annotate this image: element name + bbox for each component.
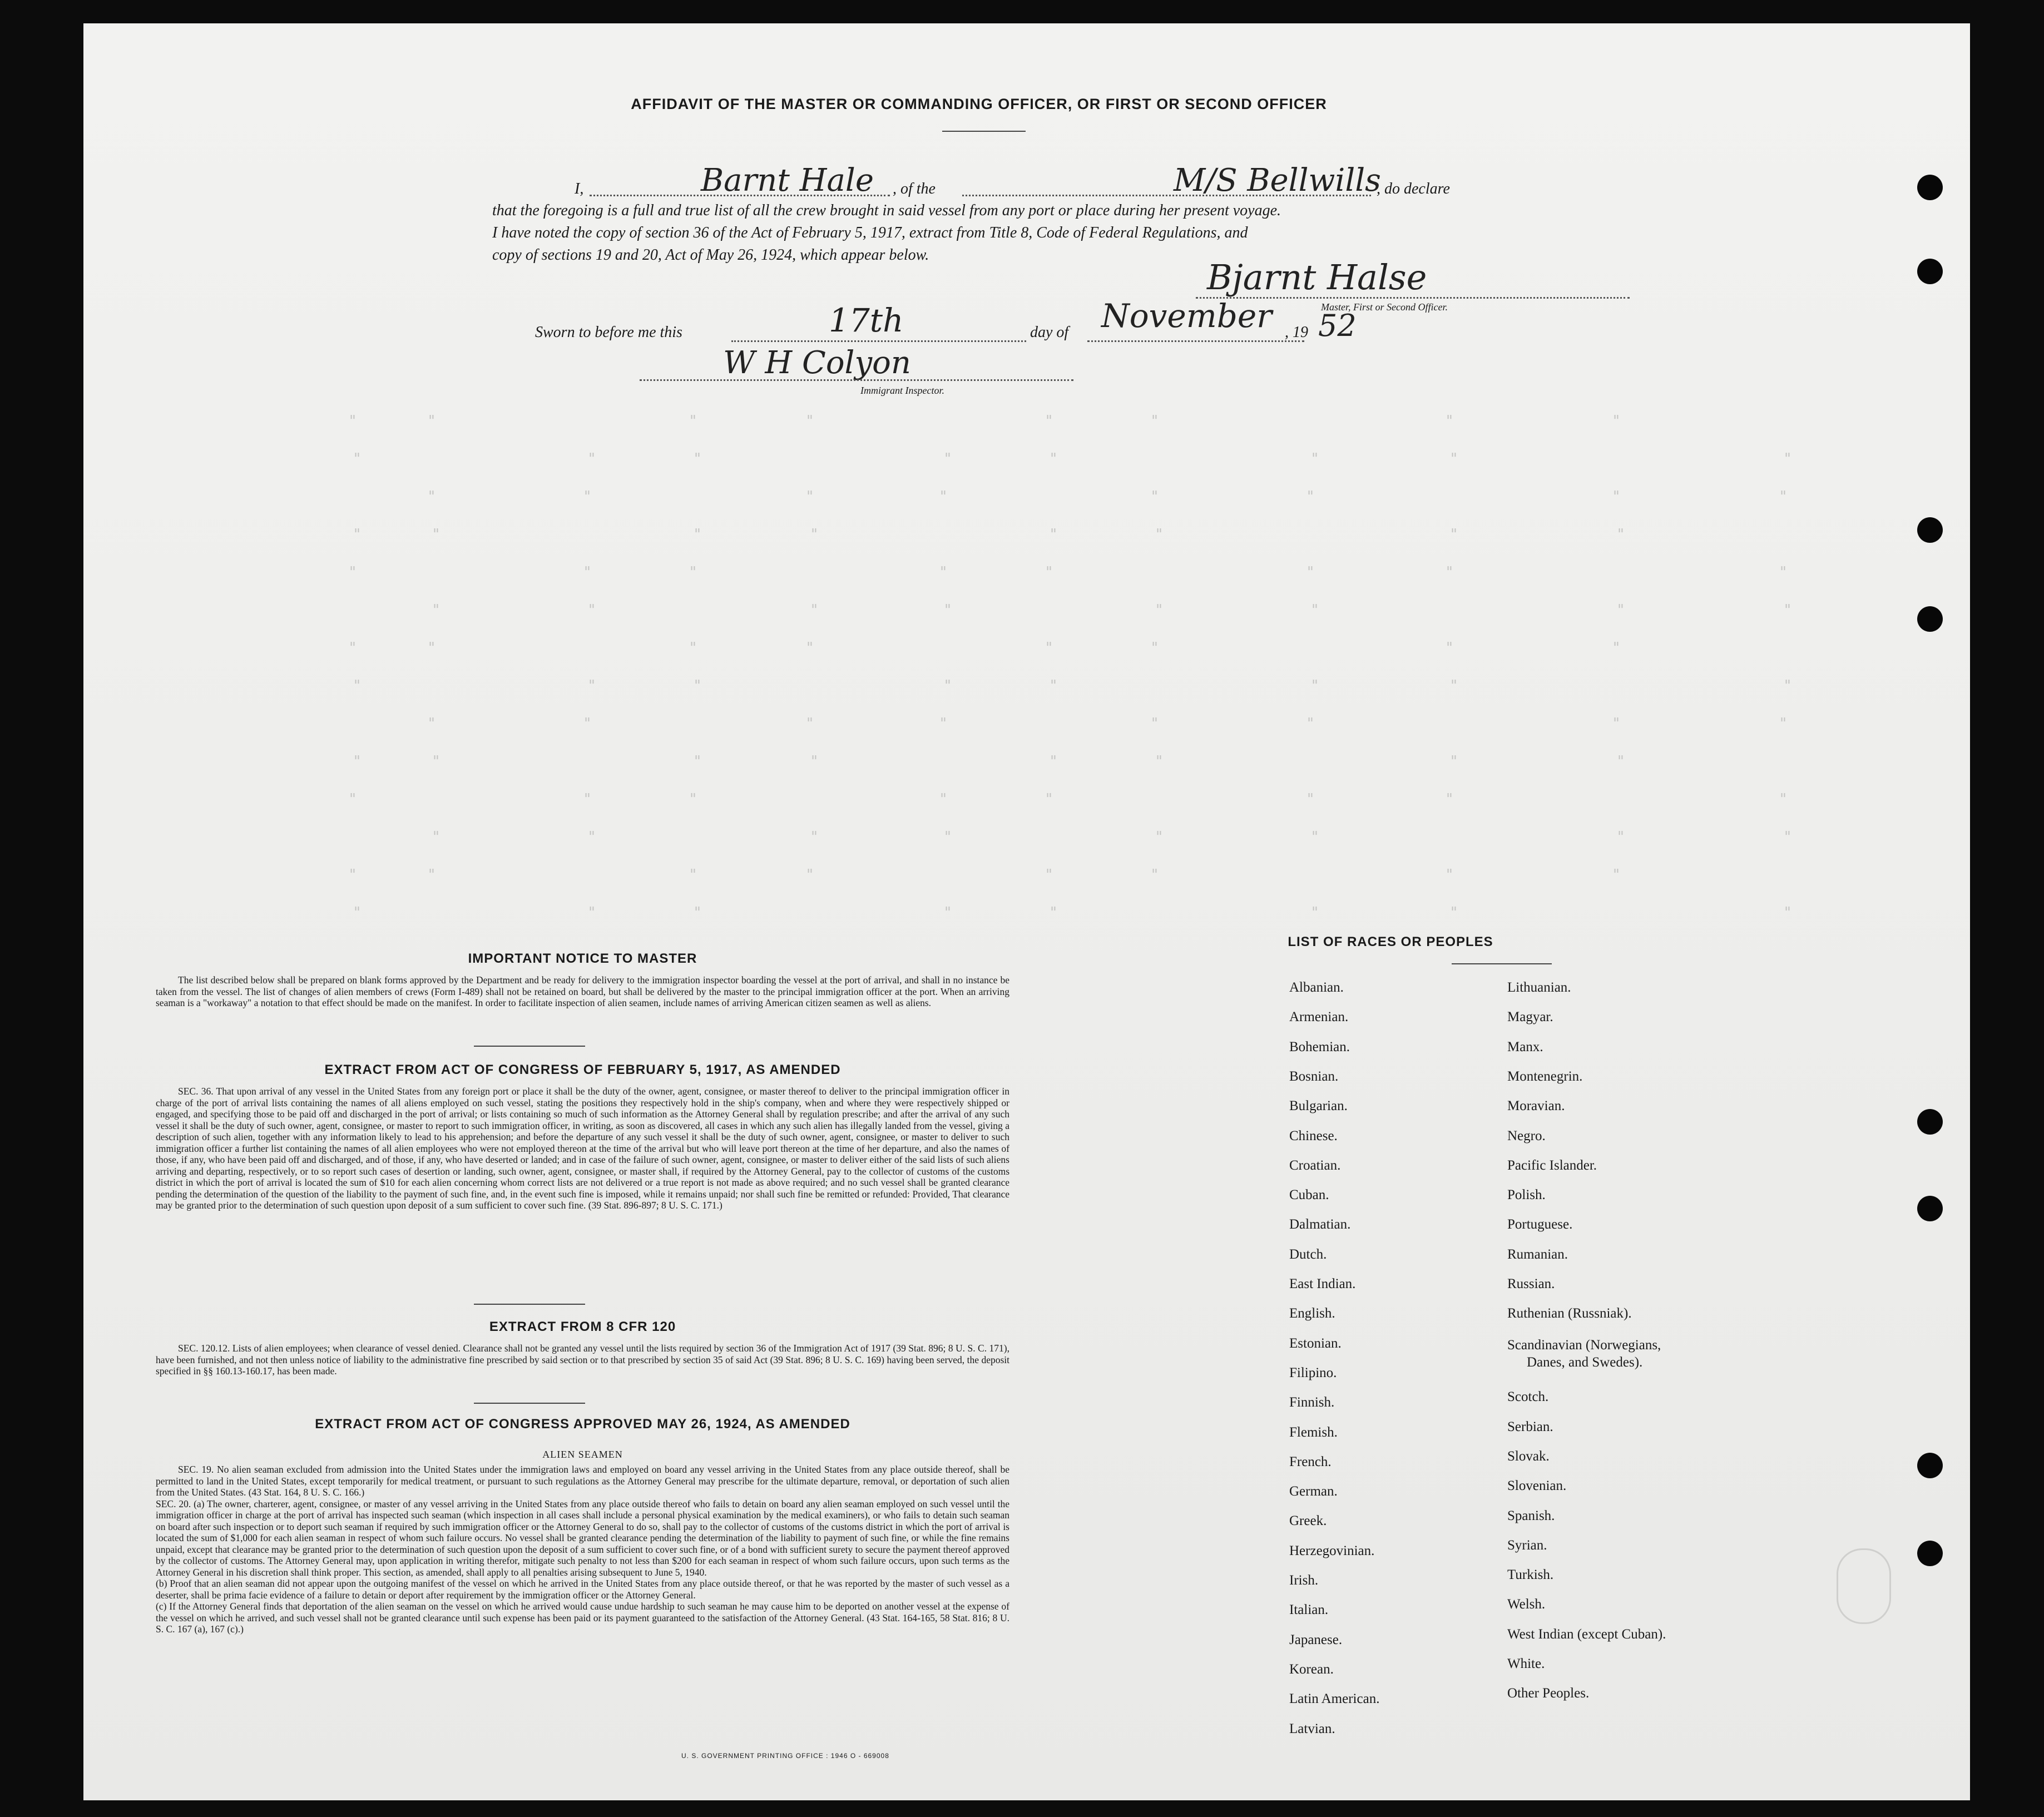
race-item: Portuguese. (1507, 1217, 1573, 1232)
bleed-mark: " (1446, 564, 1453, 581)
bleed-mark: " (433, 526, 439, 543)
vessel-handwritten: M/S Bellwills (1174, 162, 1381, 199)
race-item: Cuban. (1289, 1187, 1329, 1203)
of-label: , of the (893, 180, 936, 197)
race-item: Rumanian. (1507, 1246, 1568, 1262)
bleed-mark: " (1613, 867, 1620, 883)
bleed-mark: " (1307, 564, 1314, 581)
bleed-mark: " (806, 867, 813, 883)
bleed-mark: " (428, 413, 435, 429)
divider (474, 1403, 585, 1404)
divider (474, 1046, 585, 1047)
bleed-mark: " (1050, 753, 1057, 770)
race-item: Russian. (1507, 1276, 1555, 1291)
month-handwritten: November (1101, 297, 1272, 335)
race-item: Finnish. (1289, 1395, 1335, 1410)
year-prefix: , 19 (1285, 324, 1308, 341)
bleed-mark: " (806, 715, 813, 732)
bleed-mark: " (588, 602, 595, 618)
divider (474, 1304, 585, 1305)
bleed-mark: " (1784, 602, 1791, 618)
race-item: Croatian. (1289, 1157, 1341, 1173)
bleed-mark: " (1046, 640, 1052, 656)
bleed-mark: " (1151, 413, 1158, 429)
bleed-mark: " (349, 791, 356, 808)
bleed-mark: " (1156, 602, 1162, 618)
bleed-mark: " (806, 640, 813, 656)
races-rule (1452, 963, 1552, 964)
master-name-handwritten: Barnt Hale (701, 162, 874, 199)
bleed-mark: " (1613, 715, 1620, 732)
declaration-line-2: that the foregoing is a full and true list of all the crew brought in said vessel from any port or place during her present voyage. (492, 202, 1281, 219)
bleed-mark: " (1780, 791, 1786, 808)
declaration-line-1 (492, 172, 1632, 197)
bleed-mark: " (1046, 791, 1052, 808)
race-item: Italian. (1289, 1602, 1329, 1618)
race-item: Polish. (1507, 1187, 1546, 1203)
title-rule (942, 131, 1026, 132)
bleed-mark: " (1784, 829, 1791, 845)
pronoun: I, (575, 180, 584, 197)
inspector-signature: W H Colyon (723, 345, 911, 381)
bleed-mark: " (1307, 791, 1314, 808)
bleed-mark: " (1451, 526, 1457, 543)
binder-hole (1917, 259, 1943, 284)
extract-cfr-title: EXTRACT FROM 8 CFR 120 (489, 1319, 676, 1334)
declaration-line-3: I have noted the copy of section 36 of the Act of February 5, 1917, extract from Title 8, Code of Federal Regulations, and (492, 224, 1248, 241)
extract-1924-subtitle: ALIEN SEAMEN (542, 1449, 623, 1460)
extract-1917-title: EXTRACT FROM ACT OF CONGRESS OF FEBRUARY 5, 1917, AS AMENDED (324, 1062, 841, 1077)
bleed-mark: " (349, 867, 356, 883)
races-title: LIST OF RACES OR PEOPLES (1288, 934, 1493, 949)
binder-hole (1917, 1541, 1943, 1566)
race-item: Greek. (1289, 1513, 1327, 1529)
bleed-mark: " (428, 715, 435, 732)
year-handwritten: 52 (1318, 308, 1357, 343)
race-item: Syrian. (1507, 1537, 1547, 1553)
bleed-mark: " (1451, 450, 1457, 467)
inspector-line (640, 379, 1073, 381)
bleed-mark: " (1311, 677, 1318, 694)
bleed-mark: " (584, 488, 591, 505)
bleed-mark: " (1311, 450, 1318, 467)
binder-hole (1917, 1109, 1943, 1135)
bleed-mark: " (690, 791, 696, 808)
form-page (83, 23, 1970, 1800)
bleed-mark: " (1311, 904, 1318, 921)
declaration-line-4: copy of sections 19 and 20, Act of May 26, 1924, which appear below. (492, 246, 929, 264)
day-of-label: day of (1030, 324, 1069, 341)
bleed-mark: " (1307, 488, 1314, 505)
bleed-mark: " (433, 602, 439, 618)
bleed-mark: " (584, 564, 591, 581)
bleed-mark: " (349, 413, 356, 429)
bleed-mark: " (1156, 753, 1162, 770)
race-item: East Indian. (1289, 1276, 1356, 1291)
race-item: Ruthenian (Russniak). (1507, 1306, 1632, 1321)
bleed-mark: " (354, 677, 360, 694)
race-item: Welsh. (1507, 1597, 1546, 1612)
notice-title: IMPORTANT NOTICE TO MASTER (468, 951, 697, 966)
bleed-mark: " (1046, 413, 1052, 429)
binder-hole (1917, 606, 1943, 632)
bleed-mark: " (354, 526, 360, 543)
bleed-mark: " (1307, 715, 1314, 732)
bleed-mark: " (584, 715, 591, 732)
bleed-mark: " (354, 450, 360, 467)
notice-text: The list described below shall be prepared on blank forms approved by the Department and be ready for delivery to the immigration inspector boarding the vessel at the port of arrival, and shall in no instance be taken from the vessel. The list of changes of alien members of crews (Form I-489) shall not be retained on board, but shall be delivered by the master to the principal immigration officer at the port. When an arriving seaman is a "workaway" a notation to that effect should be made on the manifest. In order to facilitate inspection of alien seamen, include names of arriving American citizen seamen as well as aliens. (156, 974, 1009, 1008)
bleed-mark: " (433, 753, 439, 770)
bleed-mark: " (1613, 640, 1620, 656)
bleed-mark: " (944, 450, 951, 467)
inspector-caption: Immigrant Inspector. (860, 385, 944, 396)
bleed-mark: " (811, 753, 818, 770)
race-item: Pacific Islander. (1507, 1157, 1597, 1173)
bleed-mark: " (1451, 904, 1457, 921)
bleed-mark: " (940, 791, 947, 808)
bleed-mark: " (1151, 640, 1158, 656)
stamp-smudge (1837, 1548, 1891, 1624)
bleed-mark: " (588, 450, 595, 467)
race-item: Herzegovinian. (1289, 1543, 1375, 1558)
extract-1924-title: EXTRACT FROM ACT OF CONGRESS APPROVED MAY 26, 1924, AS AMENDED (315, 1417, 850, 1432)
bleed-mark: " (811, 829, 818, 845)
bleed-mark: " (944, 602, 951, 618)
bleed-mark: " (1451, 677, 1457, 694)
bleed-mark: " (1617, 829, 1624, 845)
bleed-mark: " (811, 602, 818, 618)
bleed-mark: " (1617, 753, 1624, 770)
master-caption: Master, First or Second Officer. (1321, 301, 1448, 313)
bleed-mark: " (690, 867, 696, 883)
bleed-mark: " (428, 488, 435, 505)
bleed-mark: " (349, 640, 356, 656)
bleed-mark: " (1156, 829, 1162, 845)
race-item: Korean. (1289, 1661, 1334, 1677)
race-item: Slovenian. (1507, 1478, 1567, 1494)
sworn-label: Sworn to before me this (535, 324, 682, 341)
race-item: Albanian. (1289, 980, 1344, 995)
bleed-mark: " (1784, 677, 1791, 694)
race-item: Dutch. (1289, 1246, 1327, 1262)
race-item: Bosnian. (1289, 1068, 1339, 1084)
binder-hole (1917, 1453, 1943, 1478)
race-item: Japanese. (1289, 1632, 1343, 1647)
declare-label: , do declare (1377, 180, 1450, 197)
bleed-mark: " (944, 904, 951, 921)
race-item: Magyar. (1507, 1009, 1553, 1025)
bleed-mark: " (940, 564, 947, 581)
bleed-mark: " (944, 677, 951, 694)
race-item: Spanish. (1507, 1508, 1555, 1523)
bleed-mark: " (690, 564, 696, 581)
bleed-mark: " (806, 413, 813, 429)
bleed-mark: " (811, 526, 818, 543)
bleed-mark: " (588, 677, 595, 694)
affidavit-title: AFFIDAVIT OF THE MASTER OR COMMANDING OFFICER, OR FIRST OR SECOND OFFICER (631, 96, 1327, 112)
bleed-mark: " (1784, 450, 1791, 467)
race-item: Moravian. (1507, 1098, 1565, 1114)
bleed-mark: " (1446, 867, 1453, 883)
race-item: Armenian. (1289, 1009, 1349, 1025)
race-item: Bulgarian. (1289, 1098, 1348, 1114)
bleed-mark: " (1151, 715, 1158, 732)
bleed-mark: " (1446, 413, 1453, 429)
race-item: Latin American. (1289, 1691, 1380, 1707)
bleed-mark: " (1613, 488, 1620, 505)
extract-cfr-text: SEC. 120.12. Lists of alien employees; when clearance of vessel denied. Clearance shall not be granted any vessel until the lists required by section 36 of the Immigration Act of 1917 (39 Stat. 896; 8 U. S. C. 171), have been furnished, and not then unless notice of liability to the administrative fine prescribed by said section or to that prescribed by section 35 of said Act (39 Stat. 896; 8 U. S. C. 169) having been served, the deposit specified in §§ 160.13-160.17, has been made. (156, 1343, 1009, 1377)
bleed-mark: " (1156, 526, 1162, 543)
race-item: Irish. (1289, 1573, 1319, 1588)
bleed-mark: " (1617, 526, 1624, 543)
bleed-mark: " (694, 677, 701, 694)
bleed-mark: " (1151, 867, 1158, 883)
bleed-mark: " (1780, 488, 1786, 505)
bleed-mark: " (690, 413, 696, 429)
race-item: German. (1289, 1484, 1338, 1499)
bleed-mark: " (1446, 640, 1453, 656)
bleed-mark: " (1617, 602, 1624, 618)
race-item: Lithuanian. (1507, 980, 1571, 995)
bleed-mark: " (694, 526, 701, 543)
bleed-mark: " (1046, 867, 1052, 883)
bleed-mark: " (1613, 413, 1620, 429)
race-item: Estonian. (1289, 1335, 1342, 1351)
bleed-mark: " (428, 867, 435, 883)
bleed-mark: " (428, 640, 435, 656)
race-item: Flemish. (1289, 1424, 1338, 1440)
race-item: French. (1289, 1454, 1332, 1469)
race-item: Filipino. (1289, 1365, 1337, 1380)
bleed-mark: " (1784, 904, 1791, 921)
race-item: White. (1507, 1656, 1545, 1671)
bleed-mark: " (588, 904, 595, 921)
bleed-mark: " (354, 753, 360, 770)
race-item: Serbian. (1507, 1419, 1553, 1434)
bleed-mark: " (690, 640, 696, 656)
bleed-mark: " (1311, 602, 1318, 618)
bleed-mark: " (1780, 715, 1786, 732)
bleed-mark: " (694, 904, 701, 921)
race-item: Slovak. (1507, 1448, 1550, 1464)
bleed-mark: " (588, 829, 595, 845)
bleed-mark: " (1050, 677, 1057, 694)
extract-1924-text: SEC. 19. No alien seaman excluded from admission into the United States under the immigration laws and employed on board any vessel arriving in the United States from any place outside thereof, shall be permitted to land in the United States, except temporarily for medical treatment, or pursuant to such regulations as the Attorney General may prescribe for the ultimate departure, removal, or deportation of such alien from the United States. (43 Stat. 164, 8 U. S. C. 166.) SEC. 20. (a) The owner, charterer, agent, consignee, or master of any vessel arriving in the United States from any place outside thereof who fails to detain on board any alien seaman employed on such vessel until the immigration officer in charge at the port of arrival has inspected such seaman (which inspection in all cases shall include a personal physical examination by the medical examiners), or who fails to detain such seaman on board after such inspection or to deport such seaman if required by such immigration officer or the Attorney General to do so, shall pay to the collector of customs of the customs district in which the port of arrival is located the sum of $1,000 for each alien seaman in respect of whom such failure occurs. No vessel shall be granted clearance pending the determination of the liability to payment of such fine, or while the fine remains unpaid, except that clearance may be granted prior to the determination of such question upon the deposit of a sum sufficient to cover such fine, or of a bond with sufficient surety to secure the payment thereof approved by the collector of customs. The Attorney General may, upon application in writing therefor, mitigate such penalty to not less than $200 for each seaman in respect of whom such failure occurs, upon such terms as the Attorney General in his discretion shall think proper. This section, as amended, shall apply to all penalties arising subsequent to June 5, 1940. (b) Proof that an alien seaman did not appear upon the outgoing manifest of the vessel on which he arrived in the United States from any place outside thereof, or that he was reported by the master of such vessel as a deserter, shall be prima facie evidence of a failure to detain or deport after requirement by the immigration officer or the Attorney General. (c) If the Attorney General finds that deportation of the alien seaman on the vessel on which he arrived would cause undue hardship to such seaman he may cause him to be deported on another vessel at the expense of the vessel on which he arrived, and such vessel shall not be granted clearance until such expense has been paid or its payment guaranteed to the satisfaction of the Attorney General. (43 Stat. 164-165, 58 Stat. 816; 8 U. S. C. 167 (a), 167 (c).) (156, 1464, 1009, 1635)
bleed-mark: " (1046, 564, 1052, 581)
race-item: Chinese. (1289, 1128, 1338, 1143)
race-item: Latvian. (1289, 1721, 1335, 1736)
extract-1917-text: SEC. 36. That upon arrival of any vessel in the United States from any foreign port or place it shall be the duty of the owner, agent, consignee, or master thereof to deliver to the principal immigration officer in charge of the port of arrival lists containing the names of all aliens employed on such vessel, stating the positions they respectively hold in the ship's company, when and where they were respectively shipped or engaged, and specifying those to be paid off and discharged in the port of arrival; or lists containing so much of such information as the Attorney General shall by regulation prescribe; and after the arrival of any such vessel it shall be the duty of such owner, agent, consignee, or master to report to such immigration officer, in writing, as soon as discovered, all cases in which any such alien has illegally landed from the vessel, giving a description of such alien, together with any information likely to lead to his apprehension; and before the departure of any such vessel it shall be the duty of such owner, agent, consignee, or master to deliver to such immigration officer a further list containing the names of all alien employees who were not employed thereon at the time of the arrival but who will leave port thereon at the time of her departure, and also the names of those, if any, who have been paid off and discharged, and of those, if any, who have deserted or landed; and in case of the failure of such owner, agent, consignee, or master to deliver either of the said lists of such aliens arriving and departing, respectively, or to so report such cases of desertion or landing, such owner, agent, consignee, or master shall, if required by the Attorney General, pay to the collector of customs of the customs district in which the port of arrival is located the sum of $10 for each alien concerning whom correct lists are not delivered or a true report is not made as above required; and no such vessel shall be granted clearance pending the determination of the question of the liability to the payment of such fine, and, in the event such fine is imposed, while it remains unpaid; nor shall such fine be remitted or refunded: Provided, That clearance may be granted prior to the determination of such question upon deposit of a sum sufficient to cover such fine. (39 Stat. 896-897; 8 U. S. C. 171.) (156, 1086, 1009, 1211)
binder-hole (1917, 1196, 1943, 1221)
bleed-mark: " (433, 829, 439, 845)
race-item: Danes, and Swedes). (1527, 1355, 1643, 1370)
race-item: English. (1289, 1306, 1335, 1321)
binder-hole (1917, 517, 1943, 543)
bleed-mark: " (1050, 526, 1057, 543)
bleed-mark: " (584, 791, 591, 808)
race-item: Turkish. (1507, 1567, 1554, 1583)
month-line (1087, 340, 1304, 342)
race-item: Bohemian. (1289, 1039, 1350, 1054)
race-item: Scandinavian (Norwegians, (1507, 1338, 1661, 1353)
bleed-mark: " (1451, 753, 1457, 770)
bleed-mark: " (1311, 829, 1318, 845)
day-line (731, 340, 1026, 342)
bleed-mark: " (694, 450, 701, 467)
race-item: Montenegrin. (1507, 1068, 1583, 1084)
bleed-mark: " (940, 715, 947, 732)
race-item: West Indian (except Cuban). (1507, 1626, 1666, 1642)
bleed-mark: " (806, 488, 813, 505)
bleed-mark: " (1050, 904, 1057, 921)
race-item: Scotch. (1507, 1389, 1549, 1405)
bleed-mark: " (944, 829, 951, 845)
printing-office-line: U. S. GOVERNMENT PRINTING OFFICE : 1946 O - 669008 (681, 1752, 889, 1760)
bleed-mark: " (694, 753, 701, 770)
day-handwritten: 17th (829, 301, 904, 339)
race-item: Manx. (1507, 1039, 1543, 1054)
binder-hole (1917, 175, 1943, 200)
race-item: Dalmatian. (1289, 1217, 1351, 1232)
bleed-mark: " (354, 904, 360, 921)
bleed-mark: " (1446, 791, 1453, 808)
master-signature: Bjarnt Halse (1207, 257, 1427, 298)
bleed-mark: " (1780, 564, 1786, 581)
bleed-mark: " (940, 488, 947, 505)
bleed-mark: " (1050, 450, 1057, 467)
race-item: Other Peoples. (1507, 1686, 1590, 1701)
bleed-mark: " (1151, 488, 1158, 505)
race-item: Negro. (1507, 1128, 1546, 1143)
bleed-mark: " (349, 564, 356, 581)
